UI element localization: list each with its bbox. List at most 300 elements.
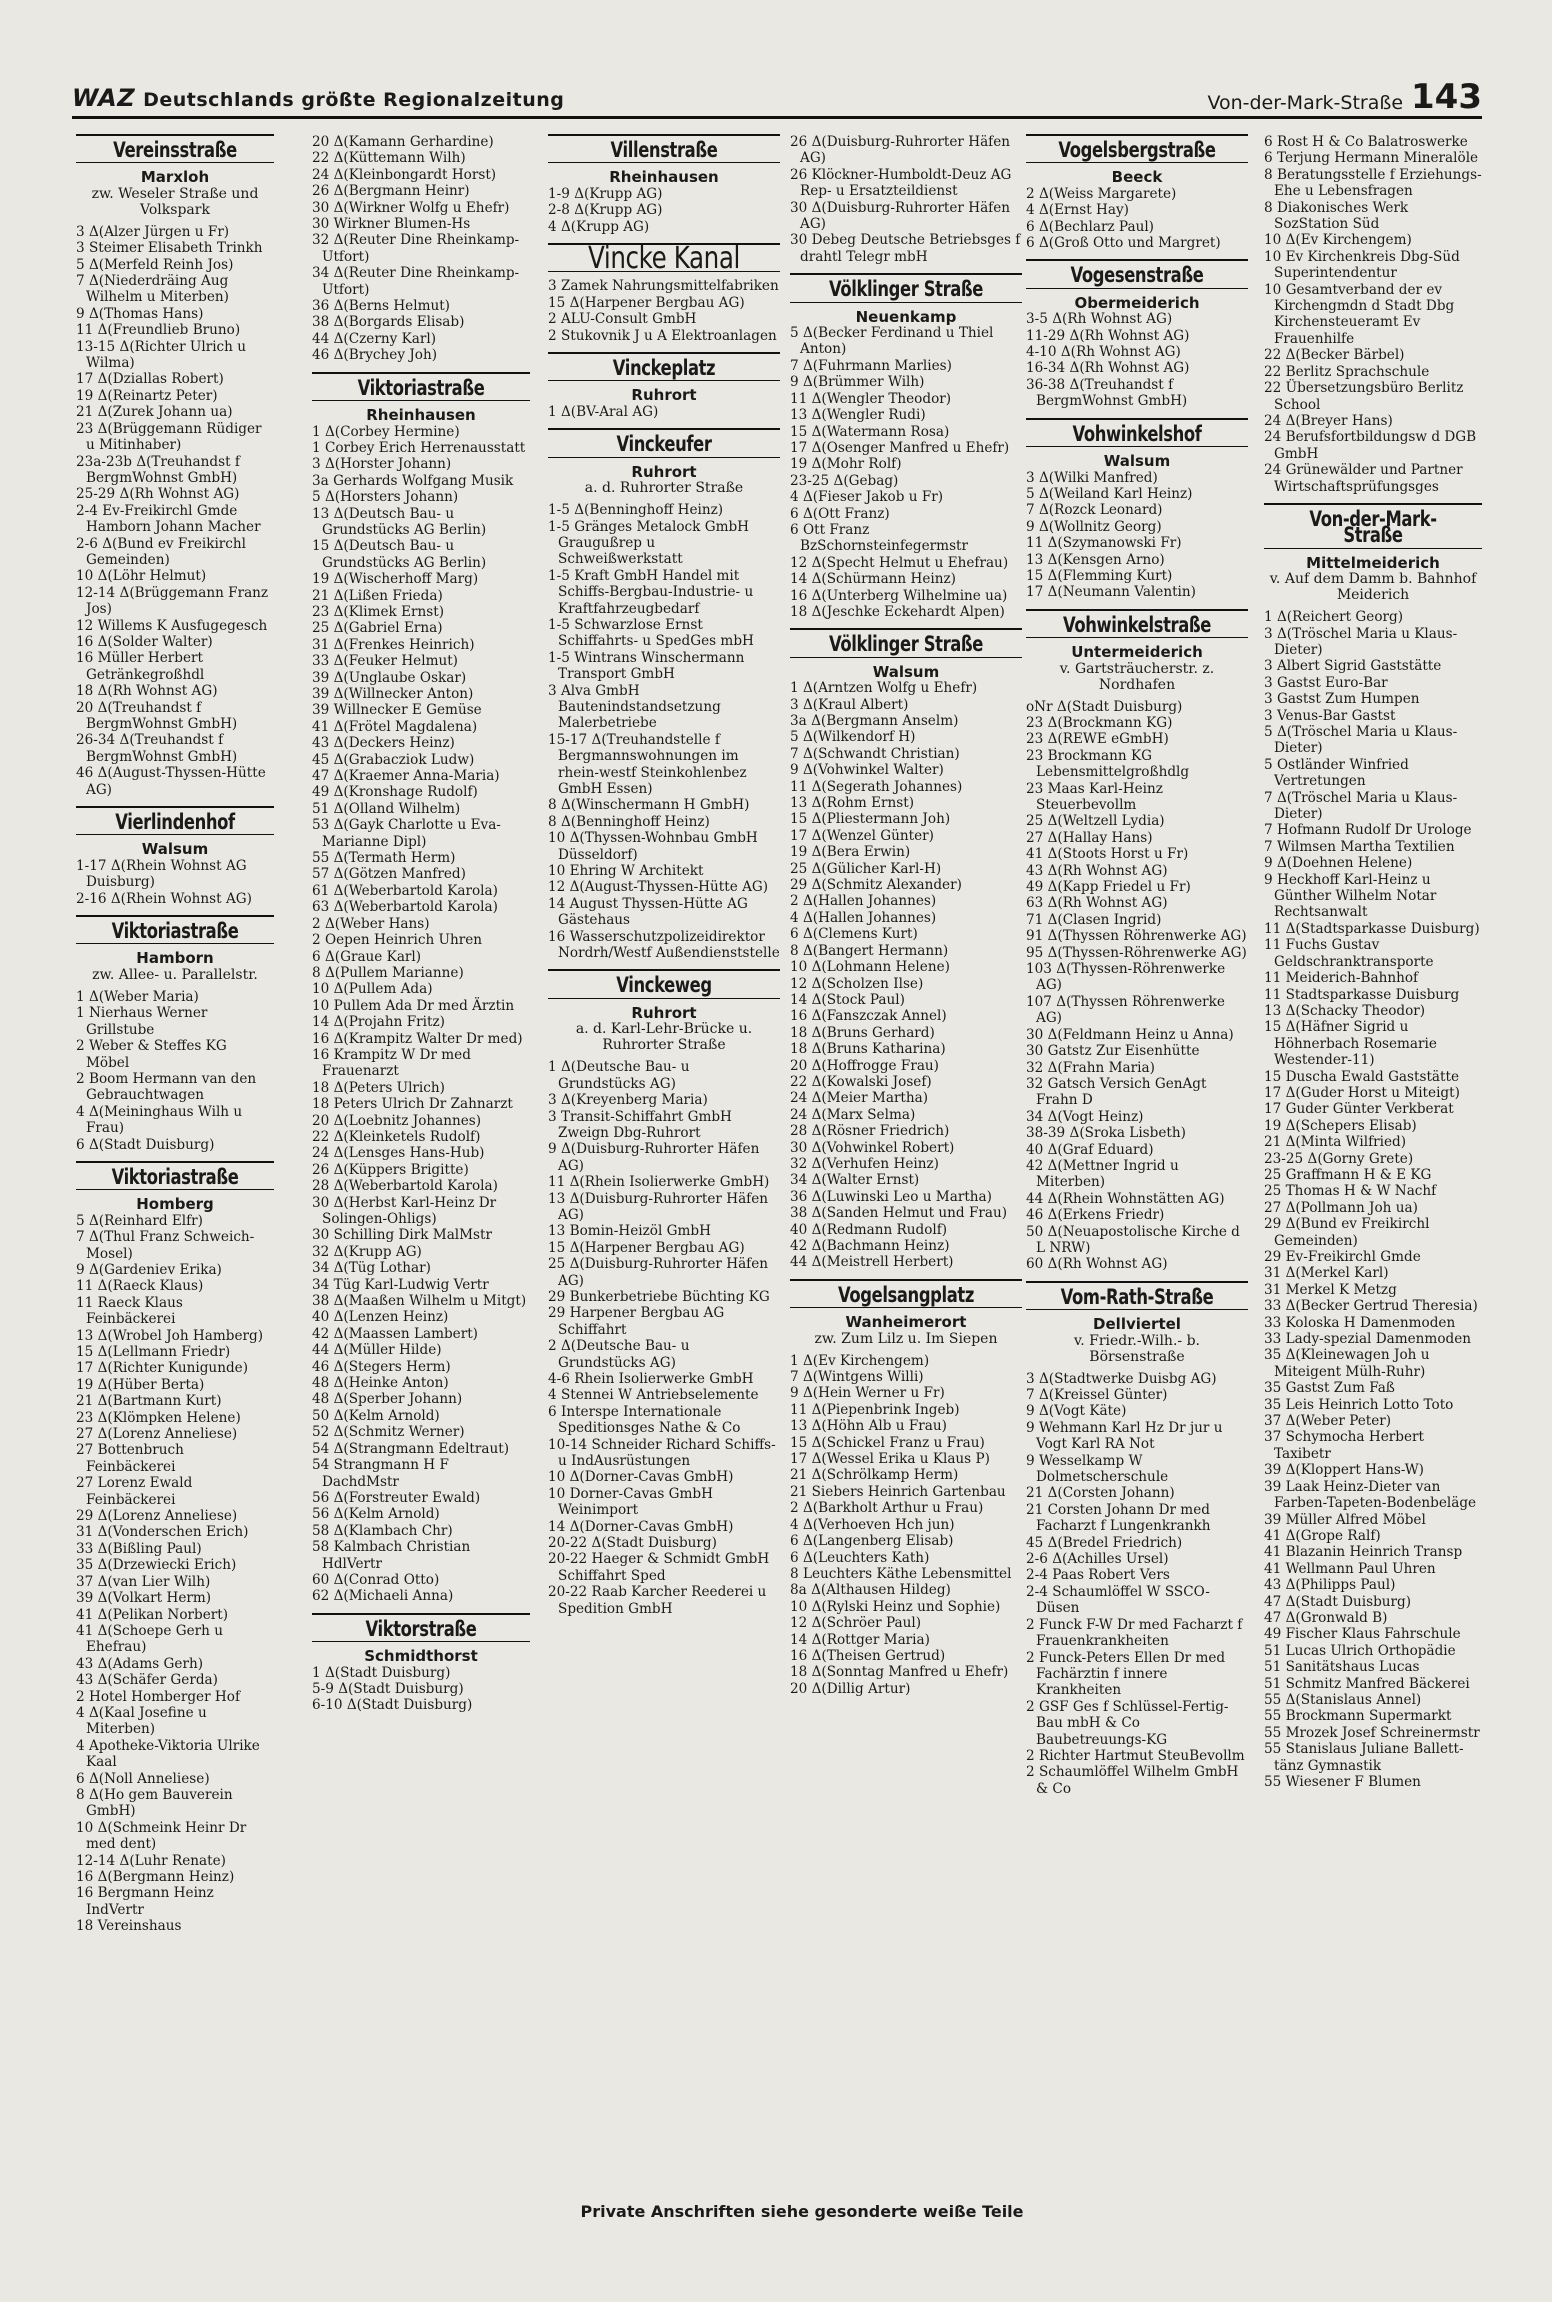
- address-entry: 11 Δ(Segerath Johannes): [790, 778, 963, 795]
- street-title: Viktoriastraße: [357, 375, 485, 400]
- address-entry: 18 Peters Ulrich Dr Zahnarzt: [312, 1096, 513, 1113]
- address-entry: 28 Δ(Rösner Friedrich): [790, 1123, 950, 1140]
- address-entry: 2 Δ(Hallen Johannes): [790, 893, 937, 910]
- address-entry: 2-4 Paas Robert Vers: [1026, 1567, 1170, 1584]
- address-entry: 26 Δ(Bergmann Heinr): [312, 183, 470, 200]
- address-entry: 9 Wehmann Karl Hz Dr jur u Vogt Karl RA Not: [1026, 1419, 1223, 1453]
- address-entry: 50 Δ(Neuapostolische Kirche d L NRW): [1026, 1223, 1240, 1256]
- address-entry: 34 Δ(Reuter Dine Rheinkamp-Utfort): [312, 265, 520, 298]
- address-entry: 29 Δ(Lorenz Anneliese): [76, 1508, 238, 1525]
- street-title: Vohwinkelshof: [1072, 421, 1202, 446]
- address-entry: 6 Δ(Graue Karl): [312, 948, 422, 965]
- section-rule: [548, 380, 780, 381]
- address-entry: 9 Δ(Vogt Käte): [1026, 1403, 1127, 1420]
- address-entry: 7 Δ(Schwandt Christian): [790, 745, 960, 762]
- address-entry: 3 Gastst Zum Humpen: [1264, 691, 1420, 708]
- address-entry: 17 Guder Günter Verkberat: [1264, 1101, 1454, 1118]
- address-entry: 44 Δ(Meistrell Herbert): [790, 1254, 954, 1271]
- address-entry: 16 Δ(Fanszczak Annel): [790, 1008, 947, 1025]
- address-entry: 6 Δ(Bechlarz Paul): [1026, 218, 1154, 235]
- address-entry: 16 Wasserschutzpolizeidirektor Nordrh/Westf Außendienststelle: [548, 928, 780, 962]
- address-entry: 8 Δ(Pullem Marianne): [312, 964, 464, 981]
- address-entry: 30 Gatstz Zur Eisenhütte: [1026, 1043, 1200, 1060]
- address-entry: 11 Δ(Raeck Klaus): [76, 1278, 204, 1295]
- address-entry: 27 Δ(Pollmann Joh ua): [1264, 1199, 1418, 1216]
- section-note: v. Auf dem Damm b. Bahnhof Meiderich: [1269, 571, 1477, 604]
- address-entry: 20 Δ(Hoffrogge Frau): [790, 1057, 939, 1074]
- address-entry: 21 Δ(Lißen Frieda): [312, 587, 443, 604]
- address-entry: 18 Δ(Bruns Gerhard): [790, 1024, 935, 1041]
- street-title: Vogelsbergstraße: [1058, 138, 1216, 162]
- masthead-tagline: Deutschlands größte Regionalzeitung: [143, 89, 565, 111]
- address-entry: 42 Δ(Mettner Ingrid u Miterben): [1026, 1157, 1179, 1191]
- address-entry: 21 Δ(Bartmann Kurt): [76, 1393, 222, 1410]
- address-entry: 32 Δ(Verhufen Heinz): [790, 1155, 939, 1172]
- address-entry: 30 Δ(Duisburg-Ruhrorter Häfen AG): [790, 199, 1011, 233]
- address-entry: 4 Δ(Verhoeven Hch jun): [790, 1516, 955, 1533]
- address-entry: 16 Krampitz W Dr med Frauenarzt: [312, 1046, 471, 1080]
- street-section: [1264, 134, 1482, 495]
- address-entry: 38-39 Δ(Sroka Lisbeth): [1026, 1125, 1186, 1142]
- section-rule: [548, 134, 780, 136]
- address-entry: 2-8 Δ(Krupp AG): [548, 202, 663, 219]
- address-entry: 34 Δ(Vogt Heinz): [1026, 1108, 1144, 1125]
- address-entry: 11 Δ(Stadtsparkasse Duisburg): [1264, 920, 1480, 937]
- address-entry: 26-34 Δ(Treuhandst f BergmWohnst GmbH): [76, 732, 238, 765]
- address-entry: 32 Gatsch Versich GenAgt Frahn D: [1026, 1075, 1207, 1109]
- district-name: Ruhrort: [631, 1003, 697, 1022]
- address-entry: 25 Δ(Gülicher Karl-H): [790, 860, 942, 877]
- column-6: [1264, 126, 1482, 2246]
- address-entry: 51 Δ(Olland Wilhelm): [312, 800, 461, 817]
- address-entry: 2-6 Δ(Bund ev Freikirchl Gemeinden): [76, 535, 247, 568]
- street-section: [1026, 418, 1248, 601]
- address-entry: 20 Δ(Dillig Artur): [790, 1680, 911, 1697]
- address-entry: 17 Δ(Wessel Erika u Klaus P): [790, 1451, 990, 1468]
- address-entry: 11 Δ(Freundlieb Bruno): [76, 322, 241, 339]
- address-entry: 22 Berlitz Sprachschule: [1264, 363, 1430, 380]
- address-entry: 48 Δ(Heinke Anton): [312, 1375, 449, 1392]
- address-entry: 95 Δ(Thyssen-Röhrenwerke AG): [1026, 944, 1247, 961]
- address-entry: 1-5 Schwarzlose Ernst Schiffahrts- u SpedGes mbH: [548, 616, 754, 650]
- address-entry: 1 Nierhaus Werner Grillstube: [76, 1005, 208, 1038]
- section-rule: [1026, 259, 1248, 261]
- address-entry: 23a-23b Δ(Treuhandst f BergmWohnst GmbH): [76, 453, 240, 486]
- address-entry: 19 Δ(Reinartz Peter): [76, 387, 218, 404]
- address-entry: 41 Δ(Pelikan Norbert): [76, 1606, 229, 1623]
- address-entry: 20 Δ(Treuhandst f BergmWohnst GmbH): [76, 699, 238, 732]
- street-section: [76, 134, 274, 798]
- address-entry: 9 Δ(Doehnen Helene): [1264, 855, 1413, 872]
- address-entry: 13-15 Δ(Richter Ulrich u Wilma): [76, 338, 247, 372]
- address-entry: 23 Δ(REWE eGmbH): [1026, 731, 1169, 748]
- address-entry: 6 Δ(Ott Franz): [790, 505, 890, 522]
- address-entry: 18 Δ(Rh Wohnst AG): [76, 683, 218, 700]
- address-entry: 6 Δ(Langenberg Elisab): [790, 1533, 954, 1550]
- address-entry: 6 Rost H & Co Balatroswerke: [1264, 134, 1468, 150]
- address-entry: 25 Δ(Gabriel Erna): [312, 620, 443, 637]
- address-entry: 22 Δ(Küttemann Wilh): [312, 150, 466, 167]
- address-entry: 38 Δ(Borgards Elisab): [312, 314, 465, 331]
- address-entry: 36 Δ(Luwinski Leo u Martha): [790, 1188, 992, 1205]
- address-entry: 6 Δ(Clemens Kurt): [790, 926, 918, 943]
- address-entry: 9 Δ(Vohwinkel Walter): [790, 762, 944, 779]
- address-entry: 17 Δ(Dziallas Robert): [76, 371, 224, 388]
- address-entry: 3 Alva GmbH Bautenindstandsetzung Malerbetriebe: [548, 682, 721, 732]
- address-entry: 3 Δ(Tröschel Maria u Klaus-Dieter): [1264, 625, 1458, 658]
- page-header: [72, 72, 1482, 119]
- address-entry: 27 Δ(Hallay Hans): [1026, 829, 1153, 846]
- address-entry: 47 Δ(Gronwald B): [1264, 1609, 1388, 1626]
- section-rule: [790, 1279, 1022, 1281]
- address-entry: 42 Δ(Maassen Lambert): [312, 1325, 478, 1342]
- section-rule: [1026, 609, 1248, 611]
- address-entry: 1-5 Gränges Metalock GmbH Graugußrep u Schweißwerkstatt: [548, 518, 750, 568]
- address-entry: 7 Δ(Kreissel Günter): [1026, 1387, 1168, 1403]
- address-entry: 10 Δ(Pullem Ada): [312, 981, 433, 998]
- district-name: Walsum: [141, 840, 209, 859]
- address-entry: 27 Lorenz Ewald Feinbäckerei: [76, 1475, 193, 1508]
- address-entry: 4 Δ(Hallen Johannes): [790, 909, 937, 926]
- street-title: Vincke Kanal: [588, 241, 740, 277]
- address-entry: 26 Δ(Küppers Brigitte): [312, 1161, 469, 1178]
- address-entry: 107 Δ(Thyssen Röhrenwerke AG): [1026, 993, 1225, 1027]
- address-entry: 49 Δ(Kapp Friedel u Fr): [1026, 879, 1191, 896]
- address-entry: 7 Δ(Rozck Leonard): [1026, 502, 1163, 519]
- address-entry: 34 Δ(Walter Ernst): [790, 1172, 920, 1189]
- address-entry: 2 Weber & Steffes KG Möbel: [76, 1038, 227, 1071]
- address-entry: 6 Interspe Internationale Speditionsges Nathe & Co: [548, 1403, 741, 1437]
- district-name: Wanheimerort: [845, 1313, 967, 1332]
- address-entry: 22 Übersetzungsbüro Berlitz School: [1264, 380, 1464, 413]
- address-entry: 56 Δ(Kelm Arnold): [312, 1506, 440, 1523]
- address-entry: 49 Δ(Kronshage Rudolf): [312, 784, 478, 801]
- address-entry: 15 Duscha Ewald Gaststätte: [1264, 1068, 1459, 1085]
- address-entry: 12 Δ(Schröer Paul): [790, 1615, 922, 1632]
- address-entry: 24 Berufsfortbildungsw d DGB GmbH: [1264, 429, 1477, 462]
- section-rule: [548, 352, 780, 354]
- street-section: [76, 915, 274, 1153]
- address-entry: 26 Klöckner-Humboldt-Deuz AG Rep- u Ersatzteildienst: [790, 166, 1012, 200]
- page-running-head: [1207, 77, 1482, 117]
- section-rule: [790, 628, 1022, 630]
- address-entry: 3a Δ(Bergmann Anselm): [790, 713, 959, 729]
- section-rule: [312, 400, 530, 401]
- address-entry: 11-29 Δ(Rh Wohnst AG): [1026, 327, 1190, 344]
- section-note: zw. Allee- u. Parallelstr.: [92, 966, 258, 983]
- address-entry: 43 Δ(Schäfer Gerda): [76, 1672, 218, 1689]
- address-entry: 21 Corsten Johann Dr med Facharzt f Lungenkrankh: [1026, 1501, 1211, 1535]
- district-name: Dellviertel: [1093, 1315, 1181, 1334]
- address-entry: 9 Δ(Brümmer Wilh): [790, 374, 925, 391]
- address-entry: 6 Terjung Hermann Mineralöle: [1264, 150, 1479, 167]
- section-rule: [76, 134, 274, 136]
- address-entry: 1 Δ(Ev Kirchengem): [790, 1352, 930, 1369]
- district-name: Rheinhausen: [609, 168, 719, 187]
- street-title: Viktoriastraße: [111, 919, 239, 944]
- address-entry: 3 Δ(Horster Johann): [312, 456, 452, 473]
- address-entry: 5 Δ(Reinhard Elfr): [76, 1212, 203, 1229]
- address-entry: 16-34 Δ(Rh Wohnst AG): [1026, 360, 1190, 377]
- address-entry: 1-17 Δ(Rhein Wohnst AG Duisburg): [76, 857, 247, 891]
- address-entry: 25 Δ(Weltzell Lydia): [1026, 813, 1165, 830]
- address-entry: 56 Δ(Forstreuter Ewald): [312, 1489, 481, 1506]
- address-entry: 10 Ev Kirchenkreis Dbg-Süd Superintendentur: [1264, 248, 1460, 282]
- masthead: [72, 84, 564, 116]
- district-name: Homberg: [136, 1195, 214, 1214]
- address-entry: 8 Δ(Winschermann H GmbH): [548, 797, 750, 814]
- address-entry: 31 Δ(Frenkes Heinrich): [312, 636, 475, 653]
- address-entry: 23 Δ(Klimek Ernst): [312, 603, 445, 620]
- address-entry: 3 Venus-Bar Gastst: [1264, 707, 1396, 724]
- address-entry: 16 Δ(Krampitz Walter Dr med): [312, 1030, 523, 1047]
- address-entry: 14 August Thyssen-Hütte AG Gästehaus: [548, 895, 748, 929]
- address-entry: 40 Δ(Graf Eduard): [1026, 1141, 1154, 1158]
- address-entry: 39 Δ(Kloppert Hans-W): [1264, 1462, 1424, 1479]
- address-entry: 33 Δ(Feuker Helmut): [312, 653, 458, 670]
- street-title: Vierlindenhof: [115, 810, 235, 835]
- address-entry: 2 Δ(Weber Hans): [312, 915, 430, 932]
- address-entry: 46 Δ(Brychey Joh): [312, 347, 438, 364]
- street-title: Völklinger Straße: [828, 277, 984, 302]
- address-entry: 13 Δ(Rohm Ernst): [790, 795, 915, 812]
- address-entry: 35 Gastst Zum Faß: [1264, 1380, 1395, 1397]
- address-entry: 29 Δ(Bund ev Freikirchl Gemeinden): [1264, 1216, 1430, 1249]
- address-entry: 10 Δ(Ev Kirchengem): [1264, 232, 1412, 249]
- address-entry: 10 Gesamtverband der ev Kirchengmdn d Stadt Dbg Kirchensteueramt Ev Frauenhilfe: [1264, 281, 1455, 347]
- address-entry: 51 Lucas Ulrich Orthopädie: [1264, 1642, 1456, 1659]
- address-entry: 19 Δ(Hüber Berta): [76, 1376, 205, 1393]
- address-entry: 5 Δ(Merfeld Reinh Jos): [76, 256, 234, 273]
- section-rule: [1026, 418, 1248, 420]
- address-entry: 63 Δ(Weberbartold Karola): [312, 899, 498, 916]
- address-entry: 7 Δ(Tröschel Maria u Klaus-Dieter): [1264, 789, 1458, 823]
- address-entry: 19 Δ(Wischerhoff Marg): [312, 571, 479, 588]
- address-entry: 35 Δ(Drzewiecki Erich): [76, 1557, 237, 1574]
- address-entry: 48 Δ(Sperber Johann): [312, 1391, 463, 1408]
- address-entry: 39 Δ(Volkart Herm): [76, 1590, 212, 1607]
- address-entry: 63 Δ(Rh Wohnst AG): [1026, 895, 1168, 912]
- address-entry: 2-4 Schaumlöffel W SSCO-Düsen: [1026, 1583, 1210, 1617]
- address-entry: 61 Δ(Weberbartold Karola): [312, 882, 498, 899]
- address-entry: 13 Δ(Wrobel Joh Hamberg): [76, 1327, 264, 1344]
- street-section: [790, 628, 1022, 1270]
- address-entry: 28 Δ(Weberbartold Karola): [312, 1178, 498, 1195]
- address-entry: 44 Δ(Czerny Karl): [312, 330, 437, 347]
- address-entry: 10 Ehring W Architekt: [548, 863, 704, 880]
- address-entry: 36 Δ(Berns Helmut): [312, 298, 450, 315]
- address-entry: 15 Δ(Schickel Franz u Frau): [790, 1434, 985, 1451]
- address-entry: 51 Sanitätshaus Lucas: [1264, 1659, 1420, 1676]
- street-section: [76, 806, 274, 907]
- address-entry: 29 Δ(Schmitz Alexander): [790, 877, 962, 894]
- address-entry: 22 Δ(Kleinketels Rudolf): [312, 1128, 481, 1145]
- address-entry: 13 Δ(Wengler Rudi): [790, 407, 926, 424]
- address-entry: 27 Δ(Lorenz Anneliese): [76, 1426, 238, 1443]
- address-entry: 2-16 Δ(Rhein Wohnst AG): [76, 890, 252, 907]
- section-rule: [1026, 288, 1248, 289]
- address-entry: 5 Δ(Becker Ferdinand u Thiel Anton): [790, 325, 994, 358]
- address-entry: 23 Maas Karl-Heinz Steuerbevollm: [1026, 780, 1163, 813]
- address-entry: 58 Kalmbach Christian HdlVertr: [312, 1539, 471, 1572]
- address-entry: 21 Δ(Corsten Johann): [1026, 1485, 1175, 1502]
- address-entry: 20 Δ(Loebnitz Johannes): [312, 1112, 482, 1129]
- street-section: [548, 428, 780, 961]
- street-title: Vereinsstraße: [113, 138, 237, 162]
- address-entry: 36-38 Δ(Treuhandst f BergmWohnst GmbH): [1026, 376, 1188, 410]
- street-section: [1264, 503, 1482, 1790]
- address-entry: 1 Δ(Deutsche Bau- u Grundstücks AG): [548, 1059, 690, 1092]
- section-note: zw. Zum Lilz u. Im Siepen: [814, 1330, 998, 1347]
- address-entry: 34 Tüg Karl-Ludwig Vertr: [312, 1276, 489, 1293]
- address-entry: 47 Δ(Kraemer Anna-Maria): [312, 768, 500, 785]
- address-entry: 43 Δ(Adams Gerh): [76, 1655, 204, 1672]
- address-entry: 39 Δ(Unglaube Oskar): [312, 669, 467, 686]
- district-name: Walsum: [1103, 452, 1171, 471]
- section-rule: [76, 806, 274, 808]
- address-entry: 25 Δ(Duisburg-Ruhrorter Häfen AG): [548, 1256, 769, 1289]
- address-entry: 26 Δ(Duisburg-Ruhrorter Häfen AG): [790, 134, 1011, 167]
- address-entry: 13 Δ(Schacky Theodor): [1264, 1002, 1426, 1019]
- district-name: Obermeiderich: [1074, 293, 1200, 312]
- address-entry: 13 Δ(Höhn Alb u Frau): [790, 1418, 947, 1435]
- address-entry: 1-9 Δ(Krupp AG): [548, 185, 663, 202]
- section-note: v. Gartsträucherstr. z. Nordhafen: [1059, 660, 1215, 693]
- address-entry: 10 Pullem Ada Dr med Ärztin: [312, 997, 515, 1014]
- address-entry: 3 Albert Sigrid Gaststätte: [1264, 658, 1442, 675]
- street-title: Vohwinkelstraße: [1062, 612, 1212, 637]
- district-name: Schmidthorst: [364, 1647, 478, 1666]
- address-entry: 21 Siebers Heinrich Gartenbau: [790, 1483, 1006, 1500]
- address-entry: 25 Thomas H & W Nachf: [1264, 1183, 1437, 1200]
- street-title: Vinckeufer: [616, 432, 712, 457]
- address-entry: 41 Wellmann Paul Uhren: [1264, 1560, 1436, 1577]
- address-entry: 4 Stennei W Antriebselemente: [548, 1387, 759, 1404]
- address-entry: 5 Δ(Horsters Johann): [312, 489, 459, 506]
- section-rule: [1026, 134, 1248, 136]
- street-title: Völklinger Straße: [828, 632, 984, 657]
- address-entry: oNr Δ(Stadt Duisburg): [1026, 698, 1183, 715]
- street-section: [790, 1279, 1022, 1697]
- address-entry: 41 Δ(Stoots Horst u Fr): [1026, 846, 1189, 863]
- address-entry: 40 Δ(Redmann Rudolf): [790, 1221, 948, 1238]
- address-entry: 24 Δ(Marx Selma): [790, 1106, 916, 1123]
- address-entry: 30 Δ(Wirkner Wolfg u Ehefr): [312, 199, 510, 216]
- section-rule: [1026, 1309, 1248, 1310]
- section-note: a. d. Ruhrorter Straße: [584, 480, 744, 497]
- address-entry: 6-10 Δ(Stadt Duisburg): [312, 1697, 473, 1714]
- address-entry: 2 Oepen Heinrich Uhren: [312, 932, 483, 949]
- address-entry: 60 Δ(Conrad Otto): [312, 1571, 440, 1588]
- section-note: v. Friedr.-Wilh.- b. Börsenstraße: [1073, 1332, 1200, 1365]
- address-entry: 8 Diakonisches Werk SozStation Süd: [1264, 199, 1409, 233]
- district-name: Neuenkamp: [855, 307, 957, 326]
- street-section: [76, 1161, 274, 1935]
- address-entry: 45 Δ(Grabacziok Ludw): [312, 751, 475, 768]
- street-section: [1026, 259, 1248, 409]
- address-entry: 11 Δ(Szymanowski Fr): [1026, 535, 1182, 552]
- address-entry: 2 Richter Hartmut SteuBevollm: [1026, 1747, 1245, 1764]
- address-entry: 15 Δ(Flemming Kurt): [1026, 567, 1173, 584]
- column-1: [76, 126, 274, 2246]
- address-entry: 31 Δ(Vonderschen Erich): [76, 1524, 249, 1541]
- address-entry: 10 Δ(Schmeink Heinr Dr med dent): [76, 1819, 247, 1853]
- address-entry: 5 Δ(Tröschel Maria u Klaus-Dieter): [1264, 724, 1458, 757]
- address-entry: 20-22 Raab Karcher Reederei u Spedition GmbH: [548, 1584, 767, 1617]
- address-entry: 91 Δ(Thyssen Röhrenwerke AG): [1026, 928, 1247, 945]
- street-title: Vinckeweg: [616, 973, 712, 998]
- address-entry: 41 Δ(Frötel Magdalena): [312, 718, 478, 735]
- address-entry: 14 Δ(Stock Paul): [790, 991, 905, 1008]
- address-entry: 60 Δ(Rh Wohnst AG): [1026, 1256, 1168, 1273]
- street-section: [548, 243, 780, 344]
- address-entry: 11 Raeck Klaus Feinbäckerei: [76, 1294, 183, 1328]
- address-entry: 23-25 Δ(Gebag): [790, 472, 899, 489]
- section-rule: [76, 162, 274, 163]
- address-entry: 25 Graffmann H & E KG: [1264, 1166, 1432, 1183]
- address-entry: 2 ALU-Consult GmbH: [548, 311, 697, 328]
- address-entry: 21 Δ(Minta Wilfried): [1264, 1134, 1407, 1151]
- address-entry: 9 Δ(Duisburg-Ruhrorter Häfen AG): [548, 1141, 760, 1174]
- address-entry: 20 Δ(Kamann Gerhardine): [312, 134, 494, 150]
- address-entry: 34 Δ(Tüg Lothar): [312, 1260, 431, 1277]
- section-rule: [790, 273, 1022, 275]
- district-name: Mittelmeiderich: [1306, 553, 1440, 572]
- address-entry: 3 Steimer Elisabeth Trinkh: [76, 240, 263, 257]
- address-entry: 47 Δ(Stadt Duisburg): [1264, 1593, 1412, 1610]
- address-entry: 32 Δ(Frahn Maria): [1026, 1059, 1155, 1076]
- address-entry: 13 Δ(Duisburg-Ruhrorter Häfen AG): [548, 1190, 769, 1223]
- address-entry: 2 Stukovnik J u A Elektroanlagen: [548, 327, 777, 344]
- address-entry: 30 Debeg Deutsche Betriebsges f drahtl Telegr mbH: [790, 232, 1021, 265]
- address-entry: 46 Δ(Stegers Herm): [312, 1358, 451, 1375]
- address-entry: 7 Hofmann Rudolf Dr Urologe: [1264, 822, 1472, 839]
- address-entry: 18 Δ(Jeschke Eckehardt Alpen): [790, 603, 1005, 620]
- address-entry: 2 Δ(Deutsche Bau- u Grundstücks AG): [548, 1338, 690, 1371]
- address-entry: 16 Müller Herbert Getränkegroßhdl: [76, 650, 205, 683]
- address-entry: 3a Gerhards Wolfgang Musik: [312, 472, 514, 489]
- address-entry: 2 Funck-Peters Ellen Dr med Fachärztin f innere Krankheiten: [1026, 1649, 1226, 1699]
- address-entry: 9 Heckhoff Karl-Heinz u Günther Wilhelm Notar Rechtsanwalt: [1264, 871, 1437, 921]
- address-entry: 30 Δ(Herbst Karl-Heinz Dr Solingen-Ohligs): [312, 1194, 497, 1227]
- section-rule: [1026, 1281, 1248, 1283]
- address-entry: 7 Wilmsen Martha Textilien: [1264, 838, 1455, 855]
- address-entry: 24 Δ(Meier Martha): [790, 1090, 929, 1107]
- district-name: Hamborn: [136, 949, 214, 968]
- address-entry: 33 Δ(Becker Gertrud Theresia): [1264, 1298, 1478, 1315]
- column-4: [790, 126, 1022, 2246]
- address-entry: 16 Bergmann Heinz IndVertr: [76, 1885, 214, 1918]
- address-entry: 55 Δ(Stanislaus Annel): [1264, 1691, 1422, 1708]
- district-name: Ruhrort: [631, 386, 697, 405]
- column-2: [312, 126, 530, 2246]
- address-entry: 35 Δ(Kleinewagen Joh u Miteigent Mülh-Ruhr): [1264, 1347, 1430, 1380]
- address-entry: 39 Δ(Willnecker Anton): [312, 686, 474, 702]
- column-5: [1026, 126, 1248, 2246]
- address-entry: 3 Transit-Schiffahrt GmbH Zweign Dbg-Ruhrort: [548, 1108, 732, 1141]
- street-section: [790, 134, 1022, 265]
- address-entry: 35 Leis Heinrich Lotto Toto: [1264, 1396, 1454, 1413]
- address-entry: 3 Δ(Kraul Albert): [790, 696, 909, 713]
- address-entry: 39 Laak Heinz-Dieter van Farben-Tapeten-Bodenbeläge: [1264, 1478, 1477, 1512]
- address-entry: 24 Δ(Breyer Hans): [1264, 412, 1393, 429]
- address-entry: 15 Δ(Harpener Bergbau AG): [548, 294, 745, 311]
- street-range: Von-der-Mark-Straße: [1207, 92, 1404, 114]
- address-entry: 23-25 Δ(Gorny Grete): [1264, 1150, 1414, 1167]
- address-entry: 12-14 Δ(Luhr Renate): [76, 1852, 226, 1869]
- address-entry: 2 Hotel Homberger Hof: [76, 1688, 240, 1705]
- address-entry: 23 Δ(Brockmann KG): [1026, 714, 1173, 731]
